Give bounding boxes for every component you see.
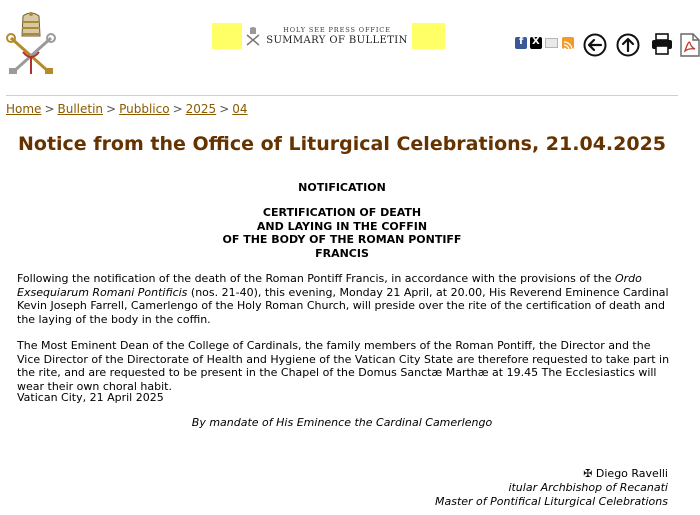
holy-see-emblem-icon [245, 26, 261, 46]
signatory-title-2: Master of Pontifical Liturgical Celebrations [434, 495, 668, 508]
subheading-line: FRANCIS [315, 246, 369, 260]
x-icon[interactable]: X [530, 37, 542, 49]
bulletin-banner[interactable] [212, 23, 445, 49]
breadcrumb-month[interactable]: 04 [232, 102, 248, 116]
banner-highlight-left [212, 23, 242, 49]
breadcrumb-bulletin[interactable]: Bulletin [57, 102, 104, 116]
breadcrumb-separator: > [172, 102, 183, 116]
summary-of-bulletin-label: SUMMARY OF BULLETIN [266, 35, 408, 46]
header-divider [6, 95, 678, 96]
banner-highlight-right [412, 23, 445, 49]
email-icon[interactable] [545, 38, 558, 48]
facebook-icon[interactable]: f [515, 37, 527, 49]
notice-subheading [0, 206, 684, 260]
back-icon[interactable] [583, 33, 607, 57]
paragraph-text: (nos. 21-40), this evening, Monday 21 April, at 20.00, His Reverend Eminence Cardinal Kevin Joseph Farrell, Camerlengo of the Holy Roman Church, will preside over the rite of the certification of death and the laying of the body in the coffin. [17, 285, 669, 326]
breadcrumb-pubblico[interactable]: Pubblico [119, 102, 170, 116]
paragraph-text: Following the notification of the death of the Roman Pontiff Francis, in accordance with the provisions of the [17, 272, 615, 285]
press-office-label: HOLY SEE PRESS OFFICE [283, 26, 391, 34]
subheading-line: OF THE BODY OF THE ROMAN PONTIFF [222, 233, 462, 246]
print-icon[interactable] [651, 33, 673, 55]
breadcrumb-separator: > [219, 102, 230, 116]
crest-logo[interactable] [5, 12, 57, 78]
breadcrumb-home[interactable]: Home [6, 102, 42, 116]
notice-heading: NOTIFICATION [298, 181, 386, 194]
place-date: Vatican City, 21 April 2025 [17, 391, 164, 404]
mandate-line: By mandate of His Eminence the Cardinal Camerlengo [191, 416, 493, 429]
notice-paragraph-1 [17, 272, 671, 326]
breadcrumb-separator: > [44, 102, 55, 116]
rss-icon[interactable] [562, 37, 574, 49]
ordo-title: Ordo Exsequiarum Romani Pontificis [17, 272, 642, 299]
subheading-line: CERTIFICATION OF DEATH [262, 206, 422, 219]
breadcrumb [6, 102, 248, 116]
pdf-icon[interactable] [680, 33, 700, 57]
subheading-line: AND LAYING IN THE COFFIN [256, 219, 428, 233]
notice-paragraph-2: The Most Eminent Dean of the College of Cardinals, the family members of the Roman Pontiff, the Director and the Vice Director of the Directorate of Health and Hygiene of the Vatican City State are therefore requested to take part in the rite, and are requested to be present in the Chapel of the Domus Sanctæ Marthæ at 19.45 The Ecclesiastics will wear their own choral habit. [17, 339, 670, 393]
breadcrumb-separator: > [106, 102, 117, 116]
page-title: Notice from the Office of Liturgical Celebrations, 21.04.2025 [17, 133, 667, 155]
breadcrumb-year[interactable]: 2025 [185, 102, 217, 116]
signatory-title-1: itular Archbishop of Recanati [508, 481, 668, 494]
page-header [0, 0, 700, 96]
signatory-name: ✠ Diego Ravelli [583, 467, 668, 480]
top-icon[interactable] [616, 33, 640, 57]
